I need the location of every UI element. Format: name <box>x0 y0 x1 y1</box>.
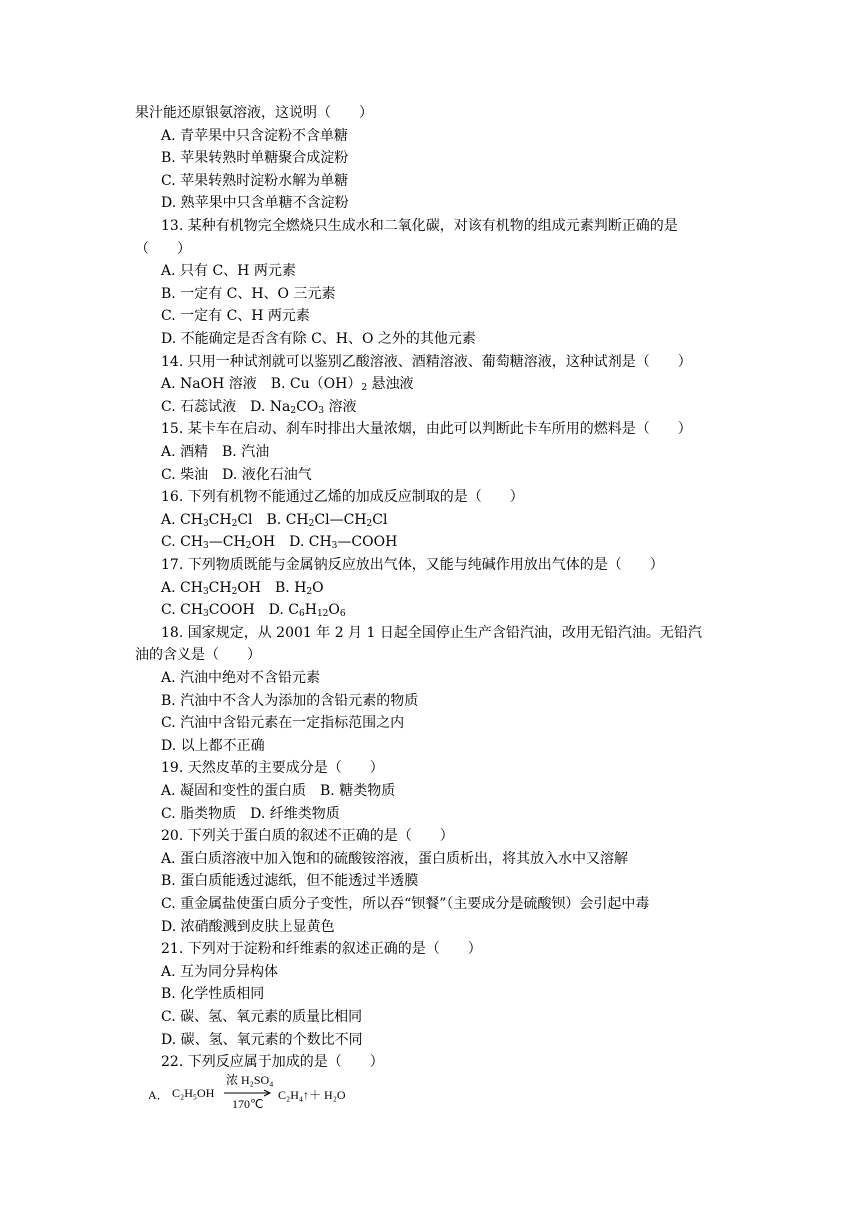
text-line: C. 柴油 D. 液化石油气 <box>161 466 312 483</box>
reactant: C₂H₅OH <box>172 1086 215 1100</box>
text-line: 22. 下列反应属于加成的是（ ） <box>161 1054 384 1071</box>
text-line: A. $CH_3CH_2OH$ B. $H_2O$ <box>161 579 324 597</box>
text-line: D. 以上都不正确 <box>161 737 265 754</box>
text-line: B. 一定有 C、H、O 三元素 <box>161 285 336 302</box>
text-line: 13. 某种有机物完全燃烧只生成水和二氧化碳，对该有机物的组成元素判断正确的是 <box>161 218 678 234</box>
text-line: （ ） <box>135 240 191 257</box>
text-line: 17. 下列物质既能与金属钠反应放出气体，又能与纯碱作用放出气体的是（ ） <box>161 557 664 573</box>
text-line: 15. 某卡车在启动、刹车时排出大量浓烟，由此可以判断此卡车所用的燃料是（ ） <box>161 421 692 438</box>
text-line: A. 凝固和变性的蛋白质 B. 糖类物质 <box>161 783 396 799</box>
text-line: A. 蛋白质溶液中加入饱和的硫酸铵溶液，蛋白质析出，将其放入水中又溶解 <box>161 850 629 867</box>
text-line: D. 不能确定是否含有除 C、H、O 之外的其他元素 <box>161 331 476 347</box>
text-line: B. 化学性质相同 <box>161 986 265 1003</box>
text-line: 油的含义是（ ） <box>135 647 261 664</box>
text-line: A. 酒精 B. 汽油 <box>161 444 270 460</box>
text-line: C. 碳、氢、氧元素的质量比相同 <box>161 1009 363 1025</box>
text-line: C. 一定有 C、H 两元素 <box>161 308 310 325</box>
option-label: A． <box>148 1088 169 1102</box>
text-line: D. 浓硝酸溅到皮肤上显黄色 <box>161 918 335 935</box>
text-line: A. $CH_3CH_2Cl$ B. $CH_2Cl—CH_2Cl$ <box>161 511 388 529</box>
products: C₂H₄↑＋ H₂O <box>278 1088 346 1102</box>
text-line: C. 汽油中含铅元素在一定指标范围之内 <box>161 715 405 732</box>
text-line: C. 苹果转熟时淀粉水解为单糖 <box>161 172 349 189</box>
text-line: B. 苹果转熟时单糖聚合成淀粉 <box>161 150 349 167</box>
text-line: B. 蛋白质能透过滤纸，但不能透过半透膜 <box>161 873 419 890</box>
text-line: A. 只有 C、H 两元素 <box>161 263 296 280</box>
text-line: 18. 国家规定，从 2001 年 2 月 1 日起全国停止生产含铅汽油，改用无铅汽油。无铅汽 <box>161 624 702 641</box>
text-line: A. 互为同分异构体 <box>161 963 279 980</box>
text-line: C. 重金属盐使蛋白质分子变性，所以吞“钡餐”（主要成分是硫酸钡）会引起中毒 <box>161 896 650 912</box>
text-line: C. 石蕊试液 D. $Na_2CO_3$ 溶液 <box>161 398 357 416</box>
text-line: 14. 只用一种试剂就可以鉴别乙酸溶液、酒精溶液、葡萄糖溶液，这种试剂是（ ） <box>161 353 692 370</box>
text-line: A. NaOH 溶液 B. $Cu(OH)_2$ 悬浊液 <box>161 376 414 394</box>
text-line: B. 汽油中不含人为添加的含铅元素的物质 <box>161 692 419 709</box>
condition-top: 浓 H₂SO₄ <box>226 1073 274 1087</box>
text-line: 19. 天然皮革的主要成分是（ ） <box>161 760 384 777</box>
text-line: D. 碳、氢、氧元素的个数比不同 <box>161 1031 363 1048</box>
text-line: C. $CH_3—CH_2OH$ D. $CH_3—COOH$ <box>161 534 398 552</box>
text-line: A. 青苹果中只含淀粉不含单糖 <box>161 127 349 144</box>
text-line: C. $CH_3COOH$ D. $C_6H_{12}O_6$ <box>161 602 346 620</box>
reaction-equation <box>148 1073 408 1123</box>
text-line: 20. 下列关于蛋白质的叙述不正确的是（ ） <box>161 828 454 845</box>
text-line: A. 汽油中绝对不含铅元素 <box>161 670 321 686</box>
reaction-arrow-icon <box>224 1089 272 1097</box>
text-line: D. 熟苹果中只含单糖不含淀粉 <box>161 195 349 212</box>
text-line: C. 脂类物质 D. 纤维类物质 <box>161 805 340 822</box>
text-line: 16. 下列有机物不能通过乙烯的加成反应制取的是（ ） <box>161 489 524 506</box>
text-line: 果汁能还原银氨溶液，这说明（ ） <box>135 105 373 121</box>
condition-bottom: 170℃ <box>232 1097 264 1111</box>
text-line: 21. 下列对于淀粉和纤维素的叙述正确的是（ ） <box>161 941 482 958</box>
